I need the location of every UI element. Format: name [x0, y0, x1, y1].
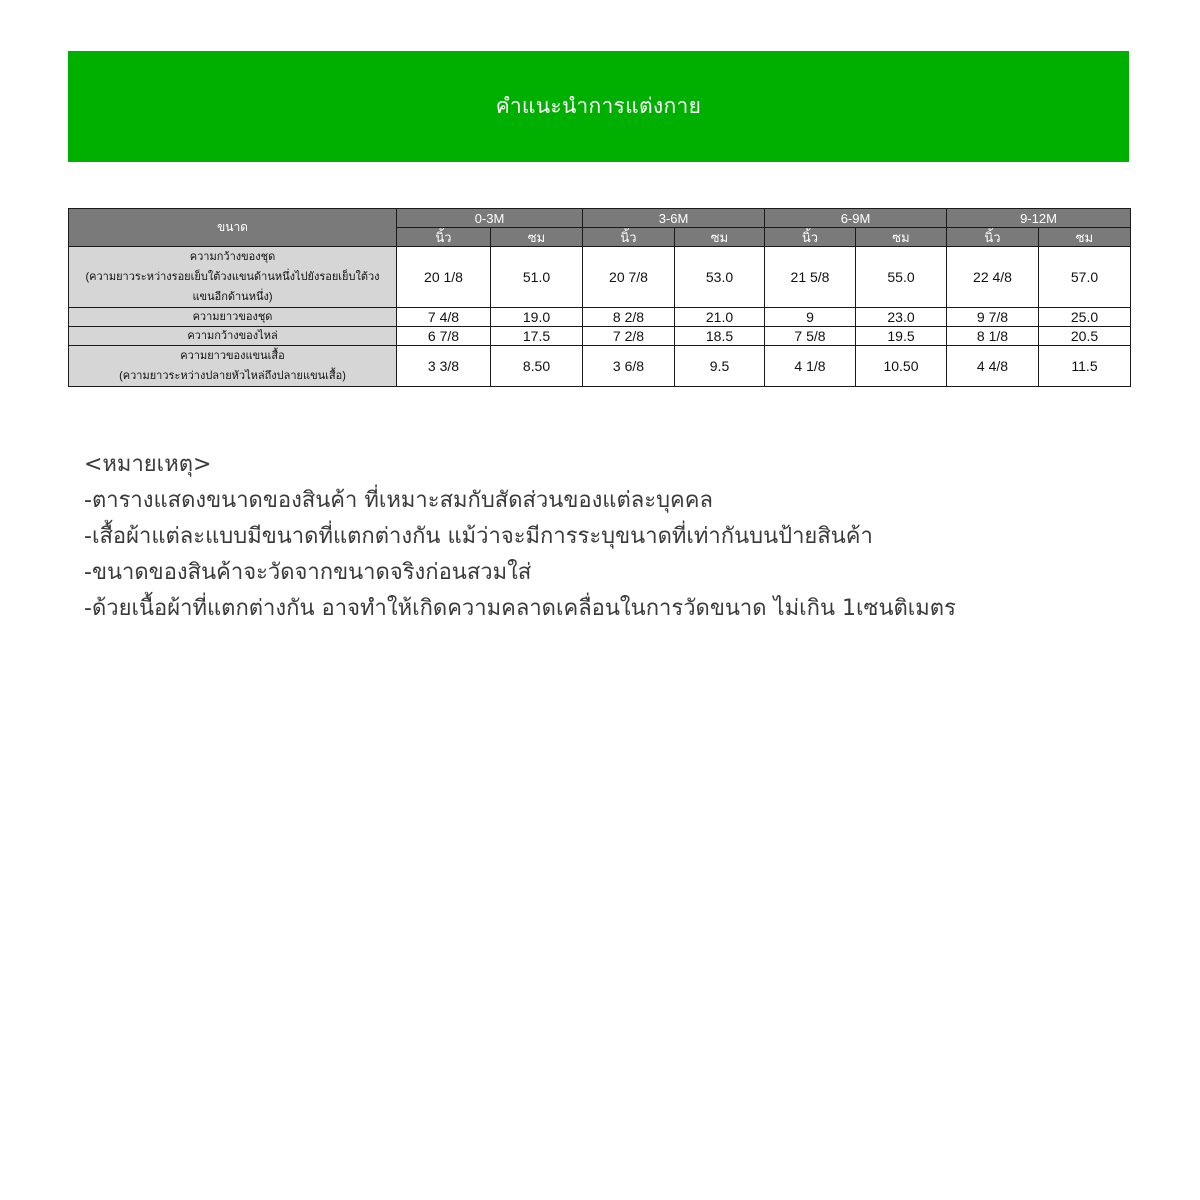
unit-cm-header: ซม: [856, 228, 947, 247]
table-row-body-length: [69, 308, 1131, 327]
table-cell: 20 7/8: [583, 247, 675, 308]
row-label-shoulder-width: ความกว้างของไหล่: [69, 327, 397, 346]
size-header-0-3m: 0-3M: [397, 209, 583, 228]
banner-title: คำแนะนำการแต่งกาย: [495, 94, 702, 118]
table-cell: 8.50: [491, 346, 583, 387]
table-row-sleeve-length: [69, 346, 1131, 387]
table-cell: 19.5: [856, 327, 947, 346]
size-header-9-12m: 9-12M: [947, 209, 1131, 228]
size-header-6-9m: 6-9M: [765, 209, 947, 228]
table-cell: 23.0: [856, 308, 947, 327]
table-cell: 57.0: [1039, 247, 1131, 308]
row-label-body-length: ความยาวของชุด: [69, 308, 397, 327]
notes-section: [84, 447, 1164, 627]
size-header-3-6m: 3-6M: [583, 209, 765, 228]
table-cell: 20 1/8: [397, 247, 491, 308]
table-cell: 9.5: [675, 346, 765, 387]
row-label-line: ความกว้างของชุด: [189, 251, 276, 263]
table-cell: 3 3/8: [397, 346, 491, 387]
table-cell: 7 2/8: [583, 327, 675, 346]
table-cell: 11.5: [1039, 346, 1131, 387]
table-cell: 4 1/8: [765, 346, 856, 387]
table-cell: 4 4/8: [947, 346, 1039, 387]
table-row-chest-width: [69, 247, 1131, 308]
table-cell: 53.0: [675, 247, 765, 308]
row-label-chest-width: [69, 247, 397, 308]
unit-cm-header: ซม: [491, 228, 583, 247]
note-line: -เสื้อผ้าแต่ละแบบมีขนาดที่แตกต่างกัน แม้ว่าจะมีการระบุขนาดที่เท่ากันบนป้ายสินค้า: [84, 524, 873, 549]
unit-inch-header: นิ้ว: [765, 228, 856, 247]
table-cell: 3 6/8: [583, 346, 675, 387]
table-cell: 8 1/8: [947, 327, 1039, 346]
table-cell: 25.0: [1039, 308, 1131, 327]
table-cell: 21.0: [675, 308, 765, 327]
notes-heading: <หมายเหตุ>: [84, 452, 212, 477]
unit-cm-header: ซม: [675, 228, 765, 247]
unit-inch-header: นิ้ว: [947, 228, 1039, 247]
unit-inch-header: นิ้ว: [397, 228, 491, 247]
table-cell: 20.5: [1039, 327, 1131, 346]
note-line: -ด้วยเนื้อผ้าที่แตกต่างกัน อาจทำให้เกิดความคลาดเคลื่อนในการวัดขนาด ไม่เกิน 1เซนติเมตร: [84, 596, 956, 621]
table-cell: 7 5/8: [765, 327, 856, 346]
table-cell: 55.0: [856, 247, 947, 308]
row-label-line: ความยาวของแขนเสื้อ: [180, 350, 285, 362]
table-cell: 9 7/8: [947, 308, 1039, 327]
table-cell: 6 7/8: [397, 327, 491, 346]
table-cell: 21 5/8: [765, 247, 856, 308]
table-cell: 51.0: [491, 247, 583, 308]
table-cell: 22 4/8: [947, 247, 1039, 308]
row-label-line: (ความยาวระหว่างปลายหัวไหล่ถึงปลายแขนเสื้อ): [119, 370, 346, 382]
size-column-header: ขนาด: [69, 209, 397, 247]
table-cell: 19.0: [491, 308, 583, 327]
table-cell: 18.5: [675, 327, 765, 346]
header-banner: [68, 51, 1129, 162]
row-label-line: (ความยาวระหว่างรอยเย็บใต้วงแขนด้านหนึ่งไปยังรอยเย็บใต้วง: [85, 271, 380, 283]
table-cell: 17.5: [491, 327, 583, 346]
unit-inch-header: นิ้ว: [583, 228, 675, 247]
table-cell: 9: [765, 308, 856, 327]
row-label-line: แขนอีกด้านหนึ่ง): [192, 291, 273, 303]
table-row-shoulder-width: [69, 327, 1131, 346]
table-cell: 7 4/8: [397, 308, 491, 327]
note-line: -ขนาดของสินค้าจะวัดจากขนาดจริงก่อนสวมใส่: [84, 560, 532, 585]
size-chart-table: [68, 208, 1131, 387]
table-cell: 8 2/8: [583, 308, 675, 327]
row-label-sleeve-length: [69, 346, 397, 387]
unit-cm-header: ซม: [1039, 228, 1131, 247]
table-cell: 10.50: [856, 346, 947, 387]
size-header-row: [69, 209, 1131, 228]
note-line: -ตารางแสดงขนาดของสินค้า ที่เหมาะสมกับสัดส่วนของแต่ละบุคคล: [84, 488, 713, 513]
